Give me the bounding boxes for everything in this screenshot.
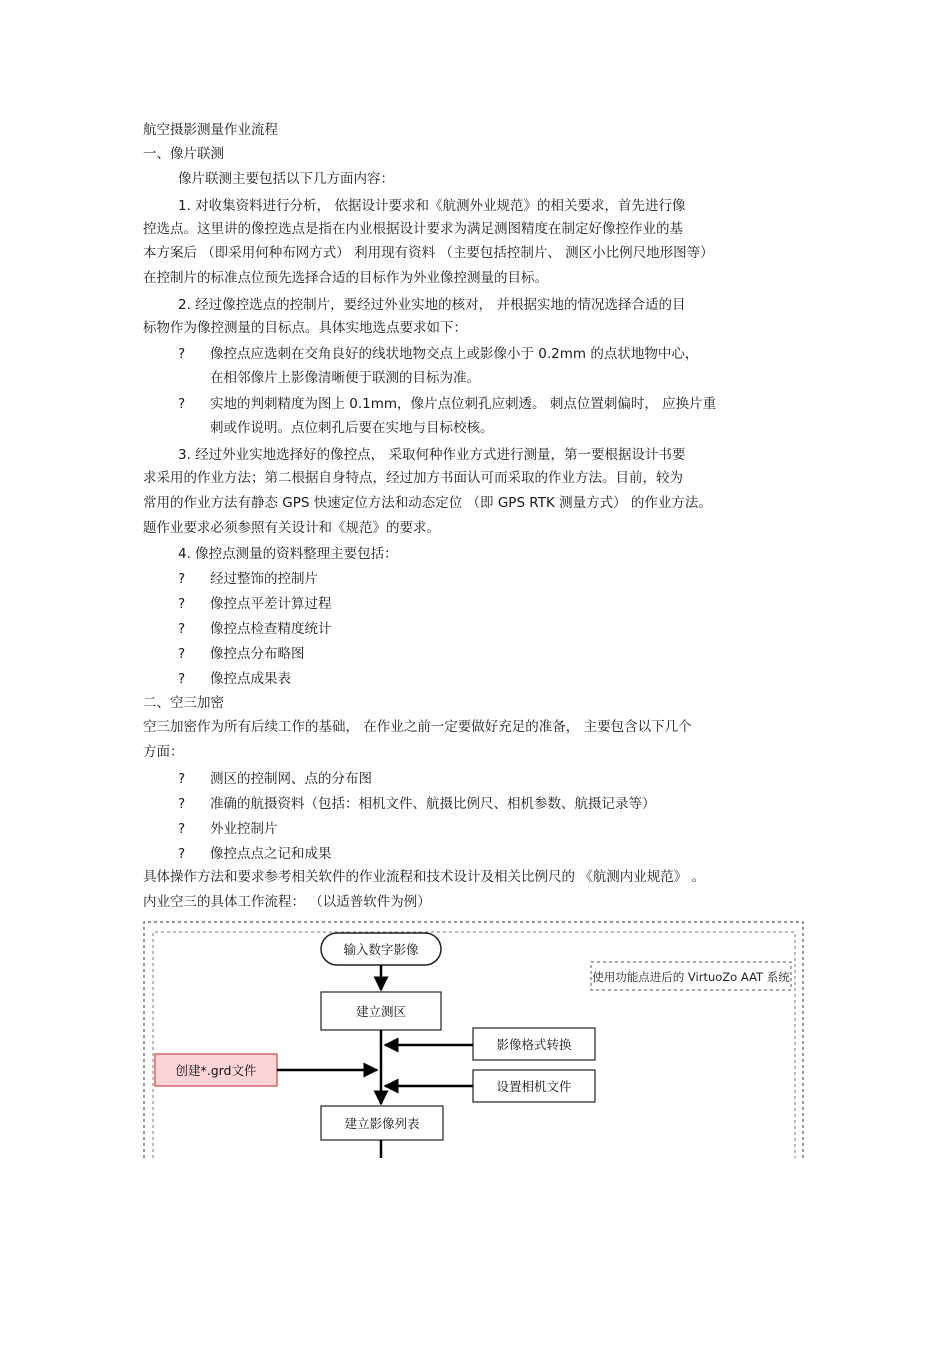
system-label: 使用功能点进后的 VirtuoZo AAT 系统 [592, 970, 790, 984]
bullet-mark: ? [178, 396, 186, 412]
item4-bullet: 像控点平差计算过程 [210, 596, 332, 612]
item4-bullet: 像控点成果表 [210, 671, 291, 687]
item3-line1: 3. 经过外业实地选择好的像控点， 采取何种作业方式进行测量，第一要根据设计书要 [178, 447, 686, 463]
section2-bullet: 测区的控制网、点的分布图 [210, 771, 372, 787]
image-list-label: 建立影像列表 [344, 1116, 420, 1131]
workflow-diagram [143, 918, 805, 1158]
item4-bullet: 经过整饰的控制片 [210, 571, 318, 587]
format-convert-label: 影像格式转换 [496, 1037, 572, 1052]
item2-line2: 标物作为像控测量的目标点。具体实地选点要求如下： [143, 320, 467, 336]
section2-heading: 二、空三加密 [143, 695, 224, 711]
item3-line3: 常用的作业方法有静态 GPS 快速定位方法和动态定位 （即 GPS RTK 测量方式） 的作业方法。 [143, 495, 712, 511]
start-node-label: 输入数字影像 [343, 942, 419, 957]
bullet-mark: ? [178, 346, 186, 362]
section2-para-line1: 空三加密作为所有后续工作的基础， 在作业之前一定要做好充足的准备， 主要包含以下几个 [143, 719, 692, 735]
bullet-mark: ? [178, 596, 186, 612]
item2-bullet2-line2: 刺或作说明。点位刺孔后要在实地与目标校核。 [210, 420, 494, 436]
bullet-mark: ? [178, 621, 186, 637]
bullet-mark: ? [178, 821, 186, 837]
item1-line1: 1. 对收集资料进行分析， 依据设计要求和《航测外业规范》的相关要求，首先进行像 [178, 198, 686, 214]
section2-para-line2: 方面： [143, 744, 184, 760]
bullet-mark: ? [178, 796, 186, 812]
item3-line2: 求采用的作业方法；第二根据自身特点，经过加方书面认可而采取的作业方法。目前，较为 [143, 470, 683, 486]
section2-bullet: 像控点点之记和成果 [210, 846, 332, 862]
section2-bullet: 外业控制片 [210, 821, 278, 837]
bullet-mark: ? [178, 646, 186, 662]
bullet-mark: ? [178, 571, 186, 587]
page-title: 航空摄影测量作业流程 [143, 122, 278, 138]
item1-line3: 本方案后 （即采用何种布网方式） 利用现有资料 （主要包括控制片、 测区小比例尺地形图等） [143, 245, 714, 261]
section1-intro: 像片联测主要包括以下几方面内容： [178, 171, 394, 187]
item2-bullet1-line2: 在相邻像片上影像清晰便于联测的目标为准。 [210, 370, 480, 386]
item4-bullet: 像控点检查精度统计 [210, 621, 332, 637]
bullet-mark: ? [178, 671, 186, 687]
item4-heading: 4. 像控点测量的资料整理主要包括： [178, 546, 398, 562]
bullet-mark: ? [178, 846, 186, 862]
item2-line1: 2. 经过像控选点的控制片，要经过外业实地的核对， 并根据实地的情况选择合适的目 [178, 297, 686, 313]
bullet-mark: ? [178, 771, 186, 787]
survey-area-label: 建立测区 [355, 1004, 407, 1019]
item4-bullet: 像控点分布略图 [210, 646, 305, 662]
grd-file-label: 创建*.grd文件 [175, 1063, 257, 1078]
workflow-intro: 内业空三的具体工作流程： （以适普软件为例） [143, 894, 431, 910]
section1-heading: 一、像片联测 [143, 146, 224, 162]
item3-line4: 题作业要求必须参照有关设计和《规范》的要求。 [143, 520, 440, 536]
item1-line2: 控选点。这里讲的像控选点是指在内业根据设计要求为满足测图精度在制定好像控作业的基 [143, 221, 683, 237]
item1-line4: 在控制片的标准点位预先选择合适的目标作为外业像控测量的目标。 [143, 270, 548, 286]
section2-bullet: 准确的航摄资料（包括：相机文件、航摄比例尺、相机参数、航摄记录等） [210, 796, 656, 812]
item2-bullet1-line1: 像控点应选刺在交角良好的线状地物交点上或影像小于 0.2mm 的点状地物中心， [210, 346, 699, 362]
item2-bullet2-line1: 实地的判刺精度为图上 0.1mm，像片点位刺孔应刺透。 刺点位置刺偏时， 应换片重 [210, 396, 717, 412]
section2-outro: 具体操作方法和要求参考相关软件的作业流程和技术设计及相关比例尺的 《航测内业规范》 。 [143, 869, 706, 885]
camera-file-label: 设置相机文件 [496, 1079, 572, 1094]
